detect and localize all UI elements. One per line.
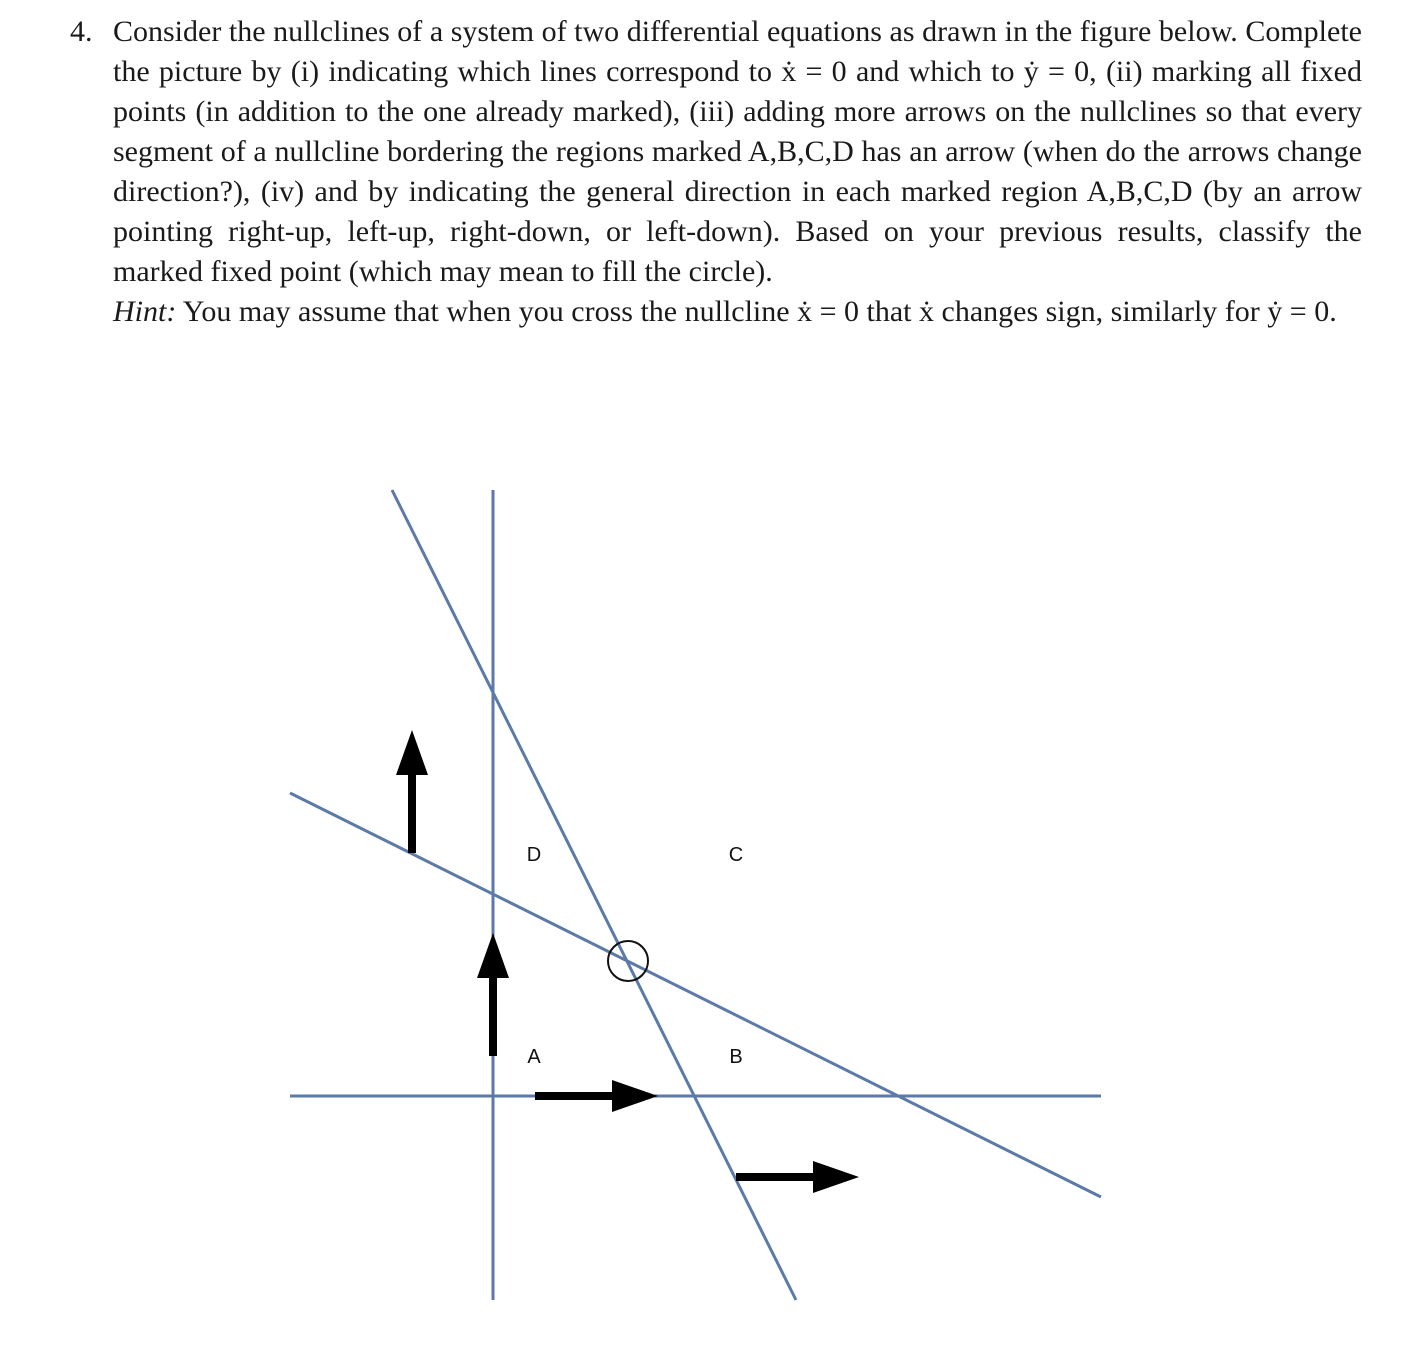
statement-part-1: Consider the nullclines of a system of two differential equations as drawn in the figure below. Complete the picture by (i) indicating which lines correspond to [113, 15, 1362, 88]
nullcline-shallow-diagonal [290, 793, 1101, 1197]
region-label-b: B [729, 1046, 743, 1068]
statement-part-3: , (ii) marking all fixed points (in addition to the one already marked), (iii) adding more arrows on the nullclines so that every segment of a nullcline bordering the regions marked A,B,C,D has an arrow (when do the arrows change direction?), (iv) and by indicating the general direction in each marked region A,B,C,D (by an arrow pointing right-up, left-up, right-down, or left-down). Based on your previous results, classify the marked fixed point (which may mean to fill the circle). [113, 55, 1362, 288]
hint-math-1: ẋ = 0 [797, 295, 860, 328]
hint-part-2: that [859, 295, 920, 328]
hint-math-3: ẏ = 0 [1267, 295, 1330, 328]
region-label-c: C [728, 844, 744, 866]
nullcline-steep-diagonal [392, 490, 796, 1300]
hint-part-4: . [1329, 295, 1337, 328]
arrow-up-left-segment [396, 730, 428, 853]
hint-math-2: ẋ [919, 295, 935, 328]
math-xdot-eq-0: ẋ = 0 [781, 55, 847, 88]
region-label-d: D [526, 844, 542, 866]
arrow-right-horizontal-nullcline [535, 1080, 658, 1112]
statement-part-2: and which to [846, 55, 1024, 88]
region-label-a: A [527, 1046, 541, 1068]
problem-number: 4. [70, 15, 93, 48]
hint-label: Hint: [113, 295, 177, 328]
arrow-up-vertical-nullcline [477, 933, 509, 1056]
nullcline-lines [290, 490, 1101, 1300]
hint-part-3: changes sign, similarly for [934, 295, 1268, 328]
math-ydot-eq-0: ẏ = 0 [1023, 55, 1090, 88]
arrow-right-lower [736, 1161, 859, 1193]
hint-part-1: You may assume that when you cross the nullcline [176, 295, 798, 328]
